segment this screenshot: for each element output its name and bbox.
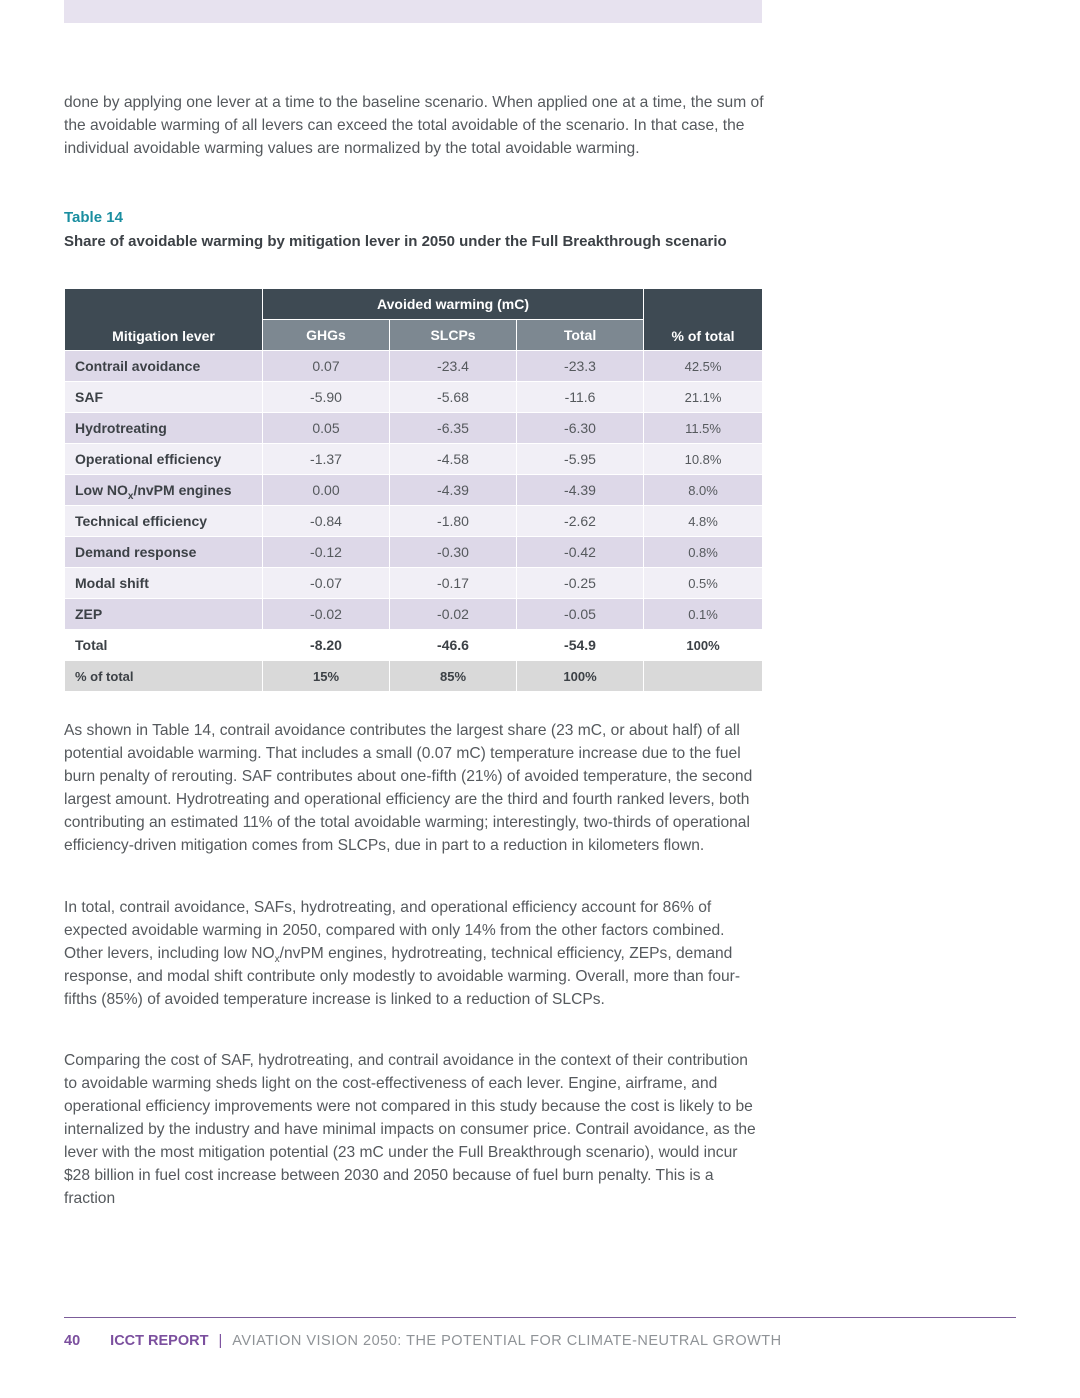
lever-cell: Contrail avoidance — [65, 351, 263, 382]
lever-cell: SAF — [65, 382, 263, 413]
ghgs-cell: -0.12 — [263, 537, 390, 568]
slcps-cell: -6.35 — [390, 413, 517, 444]
intro-paragraph: done by applying one lever at a time to the baseline scenario. When applied one at a time, the sum of the avoidable warming of all levers can exceed the total avoidable of the scenario. In that case, the individual avoidable warming values are normalized by the total avoidable warming. — [64, 94, 764, 157]
ghgs-cell: 15% — [263, 661, 390, 692]
ghgs-cell: -5.90 — [263, 382, 390, 413]
header-pct-of-total: % of total — [644, 289, 763, 351]
slcps-cell: -4.39 — [390, 475, 517, 506]
lever-cell: Modal shift — [65, 568, 263, 599]
lever-cell: Operational efficiency — [65, 444, 263, 475]
total-cell: -6.30 — [517, 413, 644, 444]
paragraph-2-part1: In total, contrail avoidance, SAFs, hydrotreating, and operational efficiency account for 86% of expected avoidable warming in 2050, compared with only 14% from the other factors combined. Other levers, including low NO — [64, 899, 725, 962]
slcps-cell: -0.02 — [390, 599, 517, 630]
ghgs-cell: -0.02 — [263, 599, 390, 630]
table-row — [65, 599, 763, 630]
lever-cell: Demand response — [65, 537, 263, 568]
table-row — [65, 537, 763, 568]
footer-rule — [64, 1317, 1016, 1318]
paragraph-2-subscript: x — [274, 954, 280, 966]
table-row — [65, 413, 763, 444]
pct-cell: 8.0% — [644, 475, 763, 506]
total-cell: -0.25 — [517, 568, 644, 599]
body-paragraph-1: As shown in Table 14, contrail avoidance contributes the largest share (23 mC, or about half) of all potential avoidable warming. That includes a small (0.07 mC) temperature increase due to the fuel burn penalty of rerouting. SAF contributes about one-fifth (21%) of avoided temperature, the second largest amount. Hydrotreating and operational efficiency are the third and fourth ranked levers, both contributing an estimated 11% of the total avoidable warming; interestingly, two-thirds of operational efficiency-driven mitigation comes from SLCPs, due in part to a reduction in kilometers flown. — [64, 722, 753, 854]
lever-cell: % of total — [65, 661, 263, 692]
ghgs-cell: 0.07 — [263, 351, 390, 382]
avoidable-warming-table — [64, 288, 763, 692]
header-ghgs: GHGs — [263, 320, 390, 351]
body-paragraph-2 — [64, 896, 764, 1011]
pct-cell: 42.5% — [644, 351, 763, 382]
top-shaded-band — [64, 0, 762, 23]
body-paragraph-3: Comparing the cost of SAF, hydrotreating, and contrail avoidance in the context of their contribution to avoidable warming sheds light on the cost-effectiveness of each lever. Engine, airframe, and operational efficiency improvements were not compared in this study because the cost is likely to be internalized by the industry and have minimal impacts on consumer price. Contrail avoidance, as the lever with the most mitigation potential (23 mC under the Full Breakthrough scenario), would incur $28 billion in fuel cost increase between 2030 and 2050 because of fuel burn penalty. This is a fraction — [64, 1052, 756, 1207]
pct-cell: 11.5% — [644, 413, 763, 444]
slcps-cell: -0.30 — [390, 537, 517, 568]
footer-separator: | — [218, 1333, 223, 1349]
lever-cell: ZEP — [65, 599, 263, 630]
lever-cell: Total — [65, 630, 263, 661]
total-cell: -0.42 — [517, 537, 644, 568]
total-cell: -5.95 — [517, 444, 644, 475]
slcps-cell: -23.4 — [390, 351, 517, 382]
pct-cell: 10.8% — [644, 444, 763, 475]
total-cell: -11.6 — [517, 382, 644, 413]
page-footer — [64, 1331, 782, 1351]
ghgs-cell: -0.07 — [263, 568, 390, 599]
table-row — [65, 568, 763, 599]
total-cell: -4.39 — [517, 475, 644, 506]
lever-cell — [65, 475, 263, 506]
total-cell: -23.3 — [517, 351, 644, 382]
lever-suffix: /nvPM engines — [133, 482, 232, 498]
ghgs-cell: -8.20 — [263, 630, 390, 661]
slcps-cell: -5.68 — [390, 382, 517, 413]
total-row — [65, 630, 763, 661]
pct-cell: 0.5% — [644, 568, 763, 599]
table-label: Table 14 — [64, 209, 123, 226]
ghgs-cell: 0.00 — [263, 475, 390, 506]
pct-cell: 0.1% — [644, 599, 763, 630]
slcps-cell: 85% — [390, 661, 517, 692]
pct-cell: 21.1% — [644, 382, 763, 413]
table-row — [65, 475, 763, 506]
ghgs-cell: 0.05 — [263, 413, 390, 444]
paragraph-2-part2: /nvPM engines, hydrotreating, technical efficiency, ZEPs, demand response, and modal shift contribute only modestly to avoidable warming. Overall, more than four-fifths (85%) of avoided temperature increase is linked to a reduction of SLCPs. — [64, 945, 741, 1008]
ghgs-cell: -1.37 — [263, 444, 390, 475]
slcps-cell: -0.17 — [390, 568, 517, 599]
slcps-cell: -1.80 — [390, 506, 517, 537]
pct-cell: 0.8% — [644, 537, 763, 568]
total-cell: -0.05 — [517, 599, 644, 630]
pct-cell — [644, 661, 763, 692]
lever-prefix: Low NO — [75, 482, 128, 498]
lever-cell: Technical efficiency — [65, 506, 263, 537]
slcps-cell: -4.58 — [390, 444, 517, 475]
pct-of-total-row — [65, 661, 763, 692]
table-title: Share of avoidable warming by mitigation lever in 2050 under the Full Breakthrough scenario — [64, 233, 727, 250]
table-row — [65, 351, 763, 382]
header-avoided-warming: Avoided warming (mC) — [263, 289, 644, 320]
table-row — [65, 382, 763, 413]
table-row — [65, 506, 763, 537]
total-cell: -54.9 — [517, 630, 644, 661]
total-cell: -2.62 — [517, 506, 644, 537]
footer-title: AVIATION VISION 2050: THE POTENTIAL FOR CLIMATE-NEUTRAL GROWTH — [232, 1333, 782, 1349]
total-cell: 100% — [517, 661, 644, 692]
pct-cell: 100% — [644, 630, 763, 661]
page-number: 40 — [64, 1333, 81, 1349]
header-mitigation-lever: Mitigation lever — [65, 289, 263, 351]
lever-cell: Hydrotreating — [65, 413, 263, 444]
footer-brand: ICCT REPORT — [110, 1333, 209, 1349]
slcps-cell: -46.6 — [390, 630, 517, 661]
header-total: Total — [517, 320, 644, 351]
lever-subscript: x — [127, 490, 134, 502]
table-row — [65, 444, 763, 475]
ghgs-cell: -0.84 — [263, 506, 390, 537]
header-slcps: SLCPs — [390, 320, 517, 351]
pct-cell: 4.8% — [644, 506, 763, 537]
